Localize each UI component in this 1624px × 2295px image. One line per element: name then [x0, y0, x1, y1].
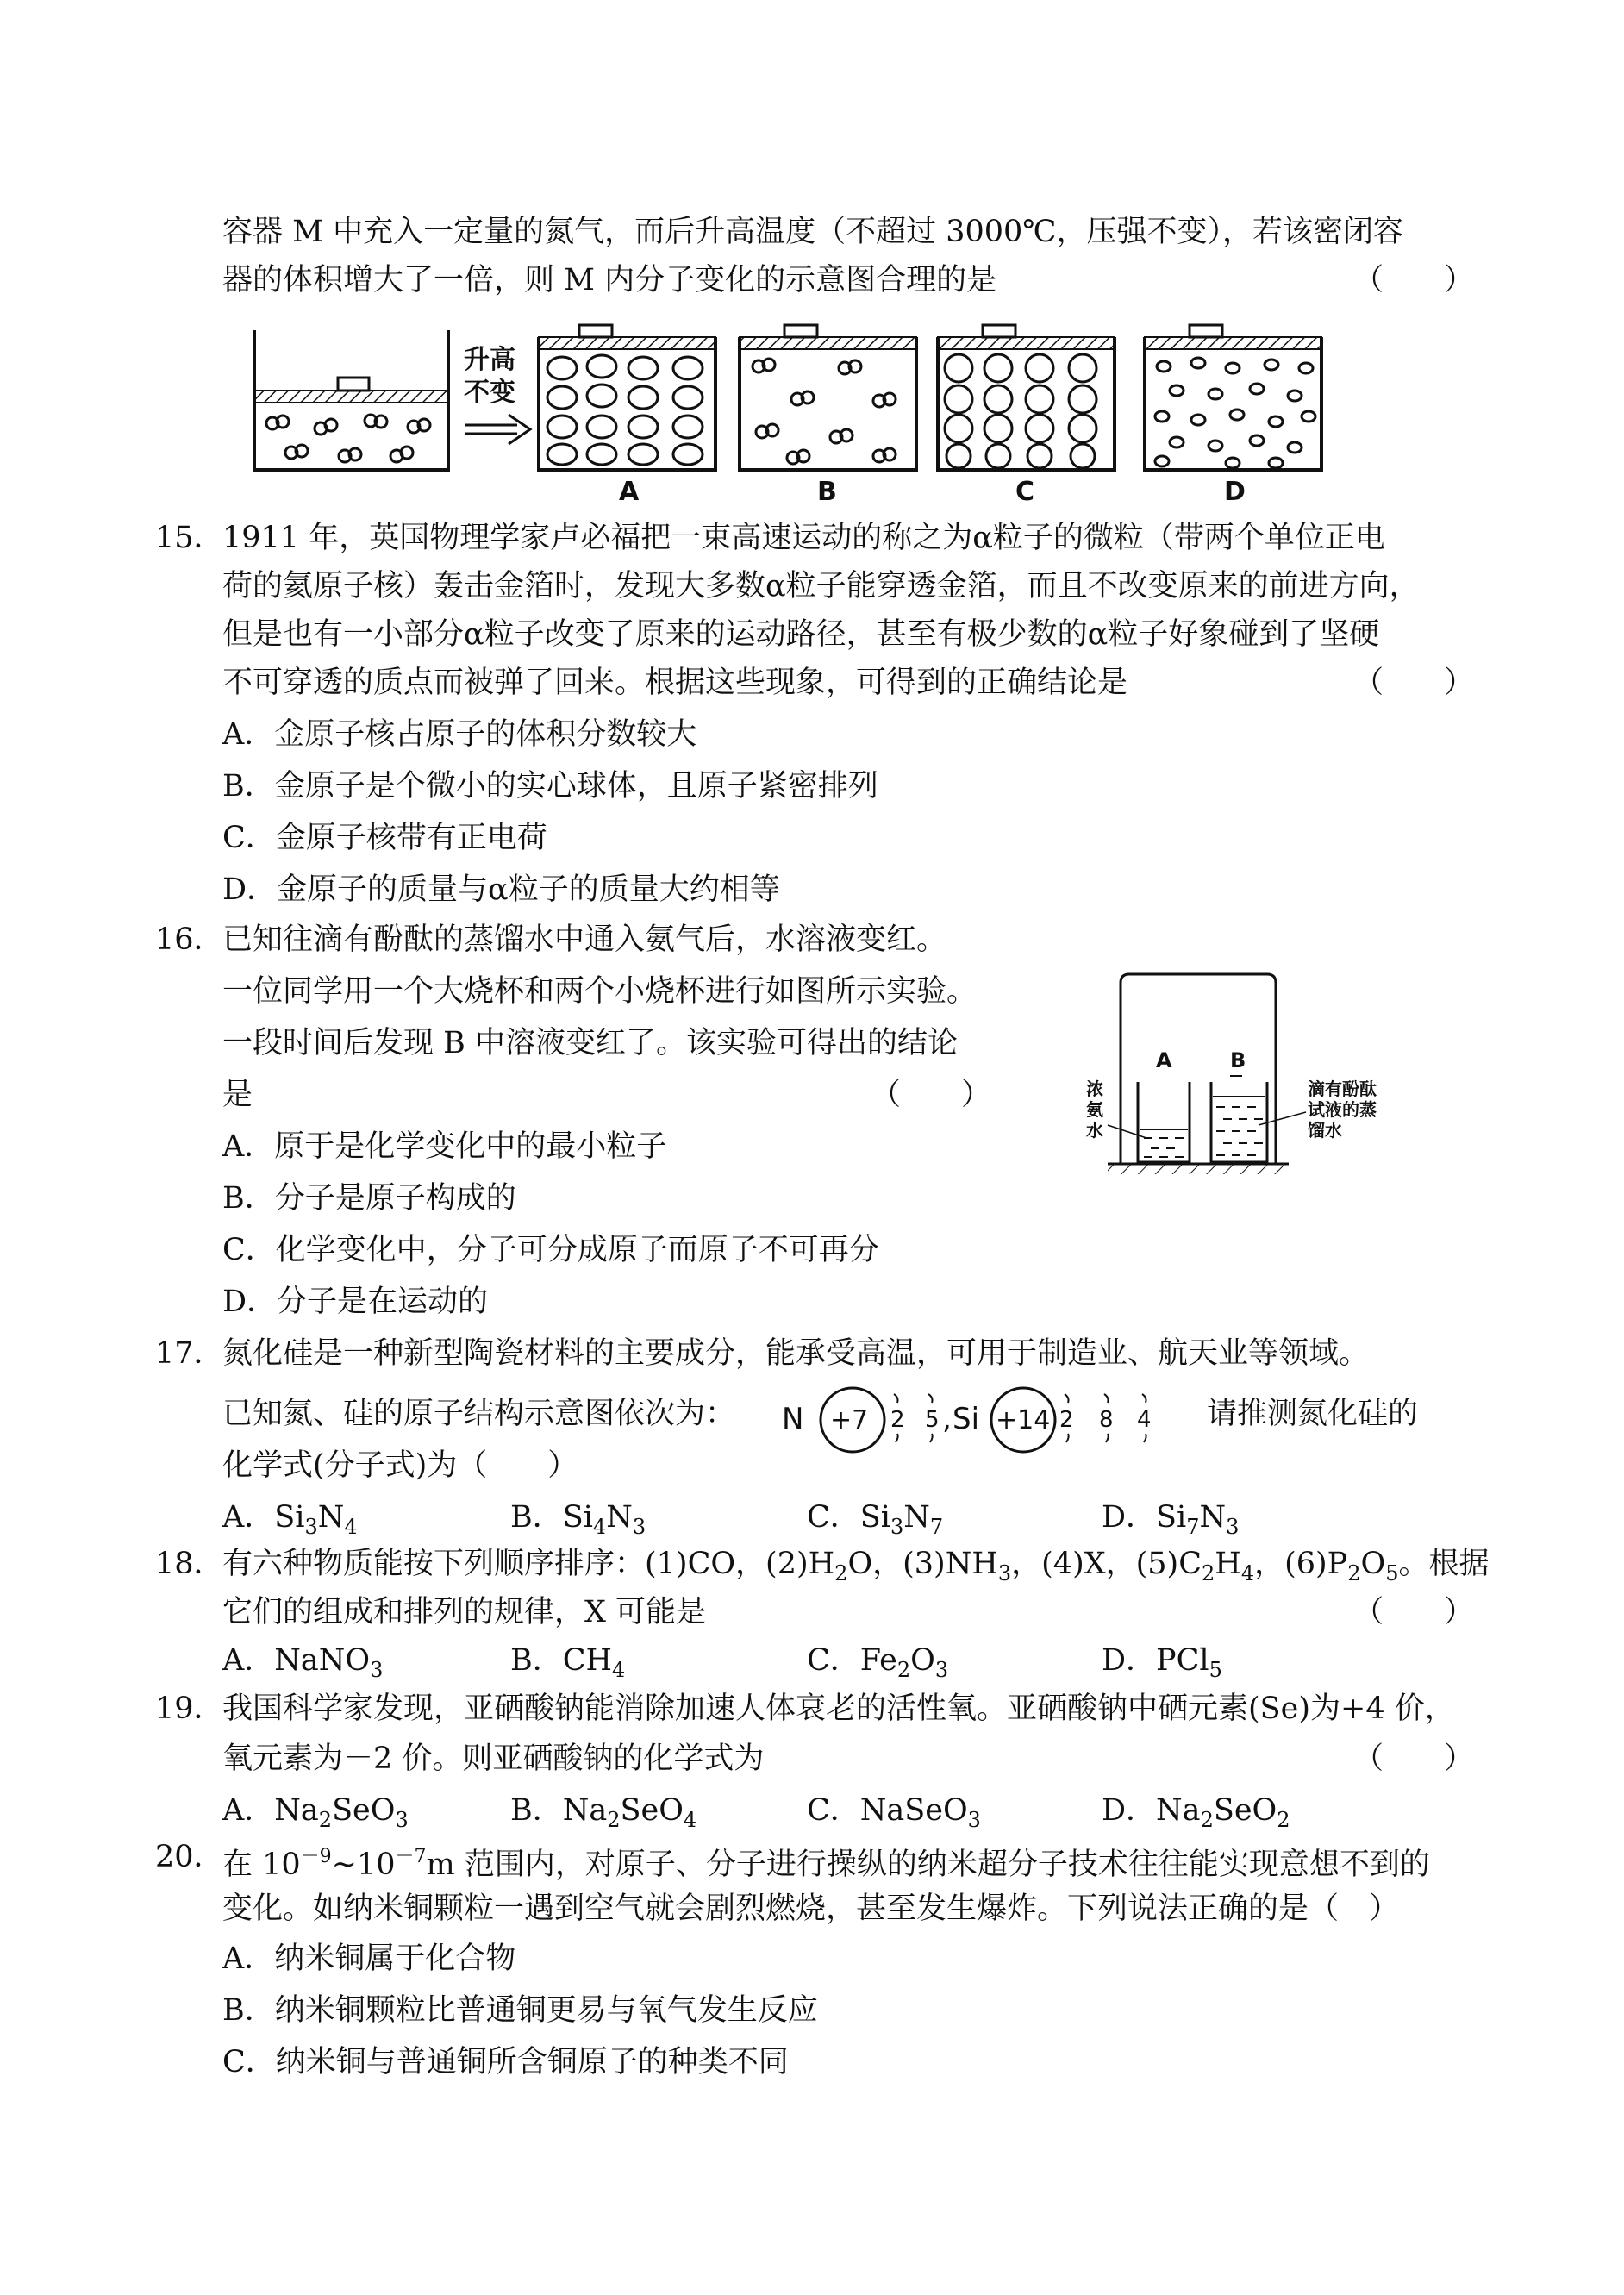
- q20-exp2: －7: [395, 1846, 427, 1867]
- n-shell-2: 5: [925, 1407, 940, 1433]
- q20-exp1: －9: [300, 1846, 332, 1867]
- q19-line2: 氧元素为－2 价。则亚硒酸钠的化学式为: [222, 1742, 765, 1776]
- q18-a-prefix: A．NaNO: [222, 1643, 371, 1678]
- q18-t7: 。根据: [1398, 1547, 1490, 1581]
- option-d-container: [1145, 325, 1321, 507]
- q15-option-b: B．金原子是个微小的实心球体，且原子紧密排列: [222, 769, 878, 804]
- q18-t5: ，(6)P: [1254, 1547, 1348, 1581]
- q18-option-d: [1102, 1638, 1222, 1692]
- q20-t3: m 范围内，对原子、分子进行操纵的纳米超分子技术往往能实现意想不到的: [426, 1848, 1430, 1882]
- q18-b-prefix: B．CH: [510, 1643, 613, 1678]
- q19-number: 19．: [155, 1692, 224, 1726]
- q16-line1: 已知往滴有酚酞的蒸馏水中通入氨气后，水溶液变红。: [222, 922, 947, 957]
- n-shell-1: 2: [890, 1407, 905, 1433]
- q16-option-d: D．分子是在运动的: [222, 1285, 489, 1319]
- q15-number: 15．: [155, 521, 224, 555]
- si-shell-3: 4: [1137, 1407, 1152, 1433]
- q18-number: 18．: [155, 1547, 224, 1581]
- n-symbol: N: [782, 1402, 804, 1436]
- option-c-container: [938, 325, 1115, 507]
- q18-s6: 5: [1385, 1561, 1399, 1585]
- q18-t2: O，(3)NH: [847, 1547, 998, 1581]
- q20-option-b: B．纳米铜颗粒比普通铜更易与氧气发生反应: [222, 1993, 818, 2028]
- q20-option-c: C．纳米铜与普通铜所含铜原子的种类不同: [222, 2045, 789, 2079]
- q17-b-prefix: B．Si: [510, 1500, 593, 1535]
- q18-b-sub: 4: [612, 1658, 626, 1682]
- arrow-text-top: 升高: [464, 345, 515, 375]
- q15-line2: 荷的氦原子核）轰击金箔时，发现大多数α粒子能穿透金箔，而且不改变原来的前进方向，: [222, 569, 1420, 603]
- q18-a-sub: 3: [370, 1658, 384, 1682]
- q17-d-prefix: D．Si: [1102, 1500, 1187, 1535]
- q17-number: 17．: [155, 1336, 224, 1371]
- q17-b-sub2: 3: [632, 1515, 646, 1539]
- beaker-a-label: A: [1156, 1048, 1172, 1072]
- q19-d-mid: SeO: [1213, 1793, 1277, 1828]
- q17-a-sub1: 3: [304, 1515, 318, 1539]
- q15-option-c: C．金原子核带有正电荷: [222, 821, 547, 855]
- label-d: D: [1224, 477, 1246, 507]
- q19-b-mid: SeO: [620, 1793, 684, 1828]
- si-shell-2: 8: [1099, 1407, 1114, 1433]
- q19-a-sub1: 2: [318, 1808, 333, 1832]
- q18-option-a: [222, 1638, 383, 1692]
- q15-option-a: A．金原子核占原子的体积分数较大: [222, 717, 697, 752]
- left-label-line2: 氨: [1086, 1099, 1103, 1120]
- q17-line2-tail: 请推测氮化硅的: [1207, 1397, 1419, 1431]
- q20-line1: [222, 1835, 1430, 1887]
- right-label-line2: 试液的蒸: [1308, 1099, 1377, 1120]
- q14-answer-bracket: （ ）: [1353, 263, 1475, 297]
- option-b-container: [740, 325, 916, 507]
- option-a-container: [539, 325, 715, 507]
- q15-option-d: D．金原子的质量与α粒子的质量大约相等: [222, 872, 780, 907]
- q20-line2: 变化。如纳米铜颗粒一遇到空气就会剧烈燃烧，甚至发生爆炸。下列说法正确的是（ ）: [222, 1892, 1400, 1926]
- left-label-line3: 水: [1086, 1120, 1103, 1141]
- q16-option-b: B．分子是原子构成的: [222, 1181, 516, 1216]
- q18-c-mid: O: [910, 1643, 935, 1678]
- q16-line4: 是: [222, 1078, 253, 1112]
- right-label-line3: 馏水: [1308, 1120, 1342, 1141]
- q15-answer-bracket: （ ）: [1353, 666, 1475, 700]
- q16-answer-bracket: （ ）: [871, 1078, 992, 1112]
- q16-beaker-figure: [1073, 966, 1409, 1181]
- si-shell-1: 2: [1059, 1407, 1074, 1433]
- si-symbol: Si: [953, 1402, 980, 1436]
- q20-t2: ~10: [331, 1848, 396, 1882]
- q15-line4: 不可穿透的质点而被弹了回来。根据这些现象，可得到的正确结论是: [222, 666, 1128, 700]
- q18-option-c: [807, 1638, 948, 1692]
- ground: [1108, 1164, 1289, 1174]
- q17-c-sub1: 3: [890, 1515, 904, 1539]
- atom-structure-diagrams: [780, 1375, 1185, 1461]
- q19-a-sub2: 3: [395, 1808, 409, 1832]
- q15-line1: 1911 年，英国物理学家卢必福把一束高速运动的称之为α粒子的微粒（带两个单位正电: [222, 521, 1385, 555]
- q16-number: 16．: [155, 922, 224, 957]
- heating-arrow: [464, 345, 530, 444]
- q18-s4: 4: [1240, 1561, 1255, 1585]
- n-core: +7: [830, 1405, 869, 1435]
- q15-line3: 但是也有一小部分α粒子改变了原来的运动路径，甚至有极少数的α粒子好象碰到了坚硬: [222, 617, 1380, 652]
- q18-s5: 2: [1347, 1561, 1361, 1585]
- q19-b-prefix: B．Na: [510, 1793, 608, 1828]
- q17-d-mid: N: [1199, 1500, 1227, 1535]
- q19-a-mid: SeO: [332, 1793, 396, 1828]
- comma: ,: [942, 1402, 952, 1436]
- small-beaker-b: [1211, 1048, 1267, 1162]
- q14-line1: 容器 M 中充入一定量的氮气，而后升高温度（不超过 3000℃，压强不变），若该密闭容: [222, 215, 1403, 249]
- q19-d-prefix: D．Na: [1102, 1793, 1201, 1828]
- q18-s3: 2: [1202, 1561, 1215, 1585]
- q19-b-sub1: 2: [607, 1808, 621, 1832]
- q18-t3: ，(4)X，(5)C: [1011, 1547, 1202, 1581]
- q16-option-c: C．化学变化中，分子可分成原子而原子不可再分: [222, 1233, 879, 1267]
- q18-d-prefix: D．PCl: [1102, 1643, 1209, 1678]
- q17-c-prefix: C．Si: [807, 1500, 890, 1535]
- q18-s2: 3: [997, 1561, 1012, 1585]
- q18-t1: 有六种物质能按下列顺序排序：(1)CO，(2)H: [222, 1547, 835, 1581]
- q17-b-sub1: 4: [592, 1515, 607, 1539]
- q18-c-sub1: 2: [896, 1658, 911, 1682]
- small-beaker-a: [1138, 1048, 1190, 1162]
- original-container: [254, 330, 448, 470]
- q17-d-sub1: 7: [1186, 1515, 1200, 1539]
- q14-container-figure: [241, 315, 1431, 509]
- q20-number: 20．: [155, 1840, 224, 1874]
- q18-s1: 2: [834, 1561, 848, 1585]
- q20-option-a: A．纳米铜属于化合物: [222, 1942, 516, 1976]
- q17-a-mid: N: [317, 1500, 345, 1535]
- q17-a-prefix: A．Si: [222, 1500, 305, 1535]
- q19-b-sub2: 4: [683, 1808, 697, 1832]
- q18-option-b: [510, 1638, 625, 1692]
- si-core: +14: [996, 1405, 1051, 1435]
- q19-answer-bracket: （ ）: [1353, 1742, 1475, 1776]
- q19-d-sub1: 2: [1200, 1808, 1214, 1832]
- left-label-line1: 浓: [1086, 1079, 1103, 1099]
- q16-option-a: A．原于是化学变化中的最小粒子: [222, 1129, 667, 1164]
- q17-a-sub2: 4: [344, 1515, 358, 1539]
- q17-line2: 已知氮、硅的原子结构示意图依次为：: [222, 1397, 736, 1431]
- q17-line1: 氮化硅是一种新型陶瓷材料的主要成分，能承受高温，可用于制造业、航天业等领域。: [222, 1336, 1370, 1371]
- q14-line2: 器的体积增大了一倍，则 M 内分子变化的示意图合理的是: [222, 263, 997, 297]
- q19-c-prefix: C．NaSeO: [807, 1793, 968, 1828]
- label-b: B: [817, 477, 837, 507]
- q17-c-mid: N: [903, 1500, 930, 1535]
- q20-t1: 在 10: [222, 1848, 301, 1882]
- q19-d-sub2: 2: [1277, 1808, 1290, 1832]
- q19-a-prefix: A．Na: [222, 1793, 319, 1828]
- q18-line2: 它们的组成和排列的规律，X 可能是: [222, 1595, 707, 1629]
- label-c: C: [1015, 477, 1035, 507]
- q18-c-sub2: 3: [934, 1658, 949, 1682]
- q19-c-sub: 3: [967, 1808, 981, 1832]
- q18-t6: O: [1360, 1547, 1386, 1581]
- q16-line3: 一段时间后发现 B 中溶液变红了。该实验可得出的结论: [222, 1026, 958, 1060]
- right-label-line1: 滴有酚酞: [1308, 1079, 1377, 1099]
- beaker-b-label: B: [1230, 1048, 1246, 1072]
- q18-c-prefix: C．Fe: [807, 1643, 897, 1678]
- q16-line2: 一位同学用一个大烧杯和两个小烧杯进行如图所示实验。: [222, 974, 978, 1009]
- q18-d-sub: 5: [1209, 1658, 1222, 1682]
- large-beaker: [1121, 974, 1276, 1164]
- q17-b-mid: N: [606, 1500, 633, 1535]
- q17-d-sub2: 3: [1226, 1515, 1240, 1539]
- q18-t4: H: [1215, 1547, 1241, 1581]
- q18-line1: [222, 1541, 1490, 1596]
- label-a: A: [619, 477, 640, 507]
- q18-answer-bracket: （ ）: [1353, 1595, 1475, 1629]
- q17-c-sub2: 7: [929, 1515, 944, 1539]
- q19-line1: 我国科学家发现，亚硒酸钠能消除加速人体衰老的活性氧。亚硒酸钠中硒元素(Se)为+4 价，: [222, 1692, 1455, 1726]
- q17-line3: 化学式(分子式)为（ ）: [222, 1448, 578, 1483]
- arrow-text-bottom: 不变: [464, 378, 515, 408]
